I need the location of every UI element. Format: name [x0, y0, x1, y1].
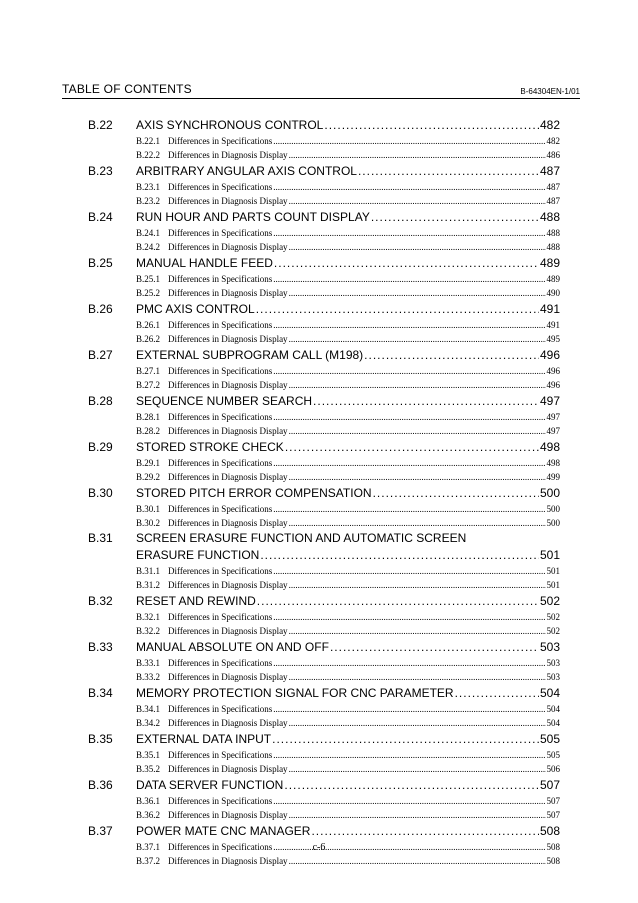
header-title: TABLE OF CONTENTS [62, 82, 192, 96]
subsection-row [136, 378, 560, 392]
section-title: EXTERNAL SUBPROGRAM CALL (M198) [136, 348, 364, 362]
toc-section-entry[interactable] [88, 592, 560, 610]
subsection-number: B.24.2 [136, 242, 161, 252]
subsection-row [136, 610, 560, 624]
subsection-number: B.37.2 [136, 856, 161, 866]
section-page-number: 489 [539, 256, 560, 270]
section-page-number: 502 [539, 594, 560, 608]
dot-leader [273, 318, 545, 332]
subsection-row [136, 564, 560, 578]
section-title: STORED PITCH ERROR COMPENSATION [136, 486, 372, 500]
subsection-page-number: 504 [546, 704, 560, 714]
subsection-row [136, 578, 560, 592]
subsection-page-number: 497 [546, 412, 560, 422]
section-title-row [136, 438, 560, 456]
subsection-number: B.27.2 [136, 380, 161, 390]
subsection-number: B.25.1 [136, 274, 161, 284]
subsection-page-number: 501 [546, 580, 560, 590]
subsection-number: B.34.1 [136, 704, 161, 714]
section-title-row [136, 162, 560, 180]
subsection-number: B.32.2 [136, 626, 161, 636]
subsection-title: Differences in Diagnosis Display [168, 626, 288, 636]
section-number: B.28 [88, 394, 113, 408]
subsection-title: Differences in Specifications [168, 182, 273, 192]
dot-leader [330, 638, 539, 656]
subsection-page-number: 489 [546, 274, 560, 284]
section-title: PMC AXIS CONTROL [136, 302, 255, 316]
subsection-title: Differences in Specifications [168, 320, 273, 330]
section-title: MEMORY PROTECTION SIGNAL FOR CNC PARAMETER [136, 686, 454, 700]
section-title-row [136, 546, 560, 564]
subsection-page-number: 500 [546, 518, 560, 528]
subsection-page-number: 504 [546, 718, 560, 728]
section-title: DATA SERVER FUNCTION [136, 778, 284, 792]
section-page-number: 496 [539, 348, 560, 362]
subsection-page-number: 502 [546, 612, 560, 622]
subsection-number: B.26.1 [136, 320, 161, 330]
dot-leader [273, 656, 545, 670]
subsection-row [136, 134, 560, 148]
subsection-number: B.33.1 [136, 658, 161, 668]
toc-subsection-entry[interactable] [88, 794, 560, 808]
section-title-row [136, 392, 560, 410]
subsection-title: Differences in Specifications [168, 842, 273, 852]
subsection-page-number: 508 [546, 842, 560, 852]
table-of-contents [88, 116, 560, 868]
toc-subsection-entry[interactable] [88, 578, 560, 592]
toc-section-entry[interactable] [88, 254, 560, 272]
subsection-title: Differences in Specifications [168, 566, 273, 576]
subsection-title: Differences in Specifications [168, 458, 273, 468]
subsection-row [136, 180, 560, 194]
subsection-number: B.24.1 [136, 228, 161, 238]
subsection-number: B.22.2 [136, 150, 161, 160]
dot-leader [289, 470, 546, 484]
dot-leader [289, 378, 546, 392]
subsection-row [136, 702, 560, 716]
subsection-page-number: 486 [546, 150, 560, 160]
section-page-number: 504 [539, 686, 560, 700]
section-title: RUN HOUR AND PARTS COUNT DISPLAY [136, 210, 370, 224]
dot-leader [273, 272, 545, 286]
subsection-row [136, 194, 560, 208]
subsection-row [136, 286, 560, 300]
subsection-title: Differences in Diagnosis Display [168, 426, 288, 436]
subsection-title: Differences in Specifications [168, 412, 273, 422]
toc-subsection-entry[interactable] [88, 286, 560, 300]
dot-leader [273, 456, 545, 470]
section-title-row [136, 300, 560, 318]
toc-subsection-entry[interactable] [88, 702, 560, 716]
dot-leader [273, 410, 545, 424]
section-number: B.24 [88, 210, 113, 224]
section-page-number: 491 [539, 302, 560, 316]
section-number: B.30 [88, 486, 113, 500]
toc-subsection-entry[interactable] [88, 470, 560, 484]
toc-section-entry-continued[interactable] [88, 546, 560, 564]
subsection-page-number: 498 [546, 458, 560, 468]
section-number: B.26 [88, 302, 113, 316]
subsection-row [136, 272, 560, 286]
toc-subsection-entry[interactable] [88, 272, 560, 286]
toc-section-entry[interactable] [88, 776, 560, 794]
toc-section-entry[interactable] [88, 346, 560, 364]
subsection-title: Differences in Diagnosis Display [168, 764, 288, 774]
subsection-page-number: 496 [546, 380, 560, 390]
dot-leader [358, 162, 539, 180]
subsection-title: Differences in Diagnosis Display [168, 334, 288, 344]
section-page-number: 503 [539, 640, 560, 654]
subsection-row [136, 148, 560, 162]
section-number: B.33 [88, 640, 113, 654]
section-page-number: 505 [539, 732, 560, 746]
subsection-title: Differences in Diagnosis Display [168, 196, 288, 206]
subsection-row [136, 808, 560, 822]
subsection-row [136, 502, 560, 516]
subsection-page-number: 499 [546, 472, 560, 482]
section-page-number: 482 [539, 118, 560, 132]
section-title: AXIS SYNCHRONOUS CONTROL [136, 118, 324, 132]
subsection-page-number: 501 [546, 566, 560, 576]
toc-subsection-entry[interactable] [88, 180, 560, 194]
dot-leader [289, 762, 546, 776]
dot-leader [289, 240, 546, 254]
section-page-number: 488 [539, 210, 560, 224]
subsection-row [136, 656, 560, 670]
toc-section-entry[interactable] [88, 392, 560, 410]
toc-subsection-entry[interactable] [88, 134, 560, 148]
toc-subsection-entry[interactable] [88, 762, 560, 776]
dot-leader [272, 730, 539, 748]
dot-leader [289, 670, 546, 684]
section-page-number: 508 [539, 824, 560, 838]
toc-subsection-entry[interactable] [88, 502, 560, 516]
toc-section-entry[interactable] [88, 116, 560, 134]
subsection-row [136, 762, 560, 776]
page-header [62, 80, 580, 99]
subsection-title: Differences in Specifications [168, 136, 273, 146]
section-page-number: 507 [539, 778, 560, 792]
dot-leader [289, 286, 546, 300]
subsection-number: B.36.1 [136, 796, 161, 806]
subsection-page-number: 487 [546, 182, 560, 192]
section-number: B.35 [88, 732, 113, 746]
dot-leader [260, 546, 539, 564]
section-page-number: 500 [539, 486, 560, 500]
subsection-page-number: 502 [546, 626, 560, 636]
toc-subsection-entry[interactable] [88, 148, 560, 162]
section-title: STORED STROKE CHECK [136, 440, 284, 454]
subsection-title: Differences in Specifications [168, 612, 273, 622]
subsection-row [136, 794, 560, 808]
subsection-title: Differences in Specifications [168, 796, 273, 806]
section-number: B.36 [88, 778, 113, 792]
toc-subsection-entry[interactable] [88, 378, 560, 392]
dot-leader [256, 300, 539, 318]
subsection-number: B.30.2 [136, 518, 161, 528]
subsection-row [136, 226, 560, 240]
toc-subsection-entry[interactable] [88, 516, 560, 530]
subsection-number: B.28.2 [136, 426, 161, 436]
section-title-row [136, 638, 560, 656]
section-title: EXTERNAL DATA INPUT [136, 732, 272, 746]
section-page-number: 497 [539, 394, 560, 408]
section-title-row [136, 116, 560, 134]
section-title-row [136, 484, 560, 502]
subsection-page-number: 487 [546, 196, 560, 206]
subsection-number: B.36.2 [136, 810, 161, 820]
section-title: POWER MATE CNC MANAGER [136, 824, 311, 838]
subsection-row [136, 854, 560, 868]
dot-leader [313, 392, 539, 410]
subsection-page-number: 506 [546, 764, 560, 774]
subsection-title: Differences in Specifications [168, 704, 273, 714]
section-title-row [136, 822, 560, 840]
dot-leader [289, 808, 546, 822]
subsection-row [136, 624, 560, 638]
dot-leader [364, 346, 539, 364]
subsection-number: B.28.1 [136, 412, 161, 422]
subsection-number: B.32.1 [136, 612, 161, 622]
section-title: SCREEN ERASURE FUNCTION AND AUTOMATIC SCREEN [136, 531, 467, 545]
section-title-row [136, 684, 560, 702]
section-title-continued: ERASURE FUNCTION [136, 548, 260, 562]
toc-section-entry[interactable] [88, 638, 560, 656]
toc-subsection-entry[interactable] [88, 318, 560, 332]
section-page-number: 501 [539, 548, 560, 562]
dot-leader [285, 438, 539, 456]
subsection-row [136, 410, 560, 424]
dot-leader [273, 502, 545, 516]
section-number: B.22 [88, 118, 113, 132]
subsection-number: B.33.2 [136, 672, 161, 682]
section-title: SEQUENCE NUMBER SEARCH [136, 394, 313, 408]
subsection-row [136, 716, 560, 730]
subsection-number: B.34.2 [136, 718, 161, 728]
dot-leader [273, 134, 545, 148]
subsection-title: Differences in Diagnosis Display [168, 472, 288, 482]
subsection-row [136, 318, 560, 332]
subsection-title: Differences in Specifications [168, 658, 273, 668]
section-title: MANUAL ABSOLUTE ON AND OFF [136, 640, 329, 654]
toc-subsection-entry[interactable] [88, 610, 560, 624]
section-page-number: 487 [539, 164, 560, 178]
dot-leader [289, 516, 546, 530]
subsection-number: B.31.1 [136, 566, 161, 576]
toc-subsection-entry[interactable] [88, 564, 560, 578]
subsection-page-number: 490 [546, 288, 560, 298]
subsection-title: Differences in Specifications [168, 228, 273, 238]
subsection-number: B.37.1 [136, 842, 161, 852]
dot-leader [289, 424, 546, 438]
subsection-page-number: 500 [546, 504, 560, 514]
subsection-title: Differences in Diagnosis Display [168, 150, 288, 160]
dot-leader [284, 776, 539, 794]
toc-section-entry[interactable] [88, 822, 560, 840]
dot-leader [273, 794, 545, 808]
subsection-title: Differences in Diagnosis Display [168, 242, 288, 252]
toc-section-entry[interactable] [88, 300, 560, 318]
subsection-page-number: 491 [546, 320, 560, 330]
dot-leader [257, 592, 539, 610]
toc-subsection-entry[interactable] [88, 624, 560, 638]
toc-subsection-entry[interactable] [88, 670, 560, 684]
subsection-page-number: 507 [546, 796, 560, 806]
subsection-page-number: 496 [546, 366, 560, 376]
dot-leader [273, 226, 545, 240]
section-number: B.32 [88, 594, 113, 608]
subsection-number: B.30.1 [136, 504, 161, 514]
subsection-page-number: 505 [546, 750, 560, 760]
toc-subsection-entry[interactable] [88, 748, 560, 762]
dot-leader [324, 116, 539, 134]
subsection-row [136, 332, 560, 346]
toc-subsection-entry[interactable] [88, 410, 560, 424]
subsection-title: Differences in Diagnosis Display [168, 856, 288, 866]
toc-subsection-entry[interactable] [88, 808, 560, 822]
subsection-page-number: 507 [546, 810, 560, 820]
subsection-number: B.35.1 [136, 750, 161, 760]
toc-section-entry[interactable] [88, 530, 560, 546]
toc-subsection-entry[interactable] [88, 854, 560, 868]
section-number: B.29 [88, 440, 113, 454]
toc-section-entry[interactable] [88, 208, 560, 226]
subsection-title: Differences in Specifications [168, 366, 273, 376]
toc-subsection-entry[interactable] [88, 226, 560, 240]
section-title: MANUAL HANDLE FEED [136, 256, 273, 270]
dot-leader [273, 364, 545, 378]
section-number: B.23 [88, 164, 113, 178]
subsection-row [136, 670, 560, 684]
subsection-row [136, 748, 560, 762]
section-number: B.34 [88, 686, 113, 700]
dot-leader [311, 822, 539, 840]
dot-leader [455, 684, 539, 702]
toc-subsection-entry[interactable] [88, 364, 560, 378]
dot-leader [373, 484, 539, 502]
subsection-page-number: 488 [546, 242, 560, 252]
toc-section-entry[interactable] [88, 730, 560, 748]
dot-leader [274, 254, 539, 272]
toc-subsection-entry[interactable] [88, 456, 560, 470]
toc-section-entry[interactable] [88, 162, 560, 180]
subsection-number: B.35.2 [136, 764, 161, 774]
subsection-row [136, 456, 560, 470]
toc-section-entry[interactable] [88, 484, 560, 502]
toc-section-entry[interactable] [88, 684, 560, 702]
section-title-row [136, 208, 560, 226]
section-number: B.25 [88, 256, 113, 270]
dot-leader [273, 610, 545, 624]
subsection-number: B.31.2 [136, 580, 161, 590]
page-number: c-6 [312, 842, 326, 853]
subsection-number: B.29.2 [136, 472, 161, 482]
toc-subsection-entry[interactable] [88, 656, 560, 670]
dot-leader [273, 702, 545, 716]
subsection-page-number: 503 [546, 672, 560, 682]
subsection-title: Differences in Specifications [168, 504, 273, 514]
subsection-title: Differences in Diagnosis Display [168, 580, 288, 590]
subsection-title: Differences in Diagnosis Display [168, 288, 288, 298]
subsection-title: Differences in Diagnosis Display [168, 718, 288, 728]
subsection-title: Differences in Specifications [168, 274, 273, 284]
section-title-row [136, 592, 560, 610]
subsection-number: B.26.2 [136, 334, 161, 344]
toc-subsection-entry[interactable] [88, 424, 560, 438]
subsection-row [136, 424, 560, 438]
section-title: ARBITRARY ANGULAR AXIS CONTROL [136, 164, 357, 178]
dot-leader [289, 148, 546, 162]
subsection-number: B.23.1 [136, 182, 161, 192]
document-number: B-64304EN-1/01 [520, 87, 580, 96]
toc-subsection-entry[interactable] [88, 332, 560, 346]
toc-subsection-entry[interactable] [88, 240, 560, 254]
subsection-page-number: 503 [546, 658, 560, 668]
dot-leader [289, 624, 546, 638]
dot-leader [289, 578, 546, 592]
subsection-number: B.22.1 [136, 136, 161, 146]
section-number: B.37 [88, 824, 113, 838]
subsection-title: Differences in Diagnosis Display [168, 518, 288, 528]
subsection-page-number: 495 [546, 334, 560, 344]
section-number: B.27 [88, 348, 113, 362]
dot-leader [371, 208, 539, 226]
section-title-row [136, 776, 560, 794]
subsection-page-number: 508 [546, 856, 560, 866]
subsection-number: B.29.1 [136, 458, 161, 468]
subsection-title: Differences in Diagnosis Display [168, 672, 288, 682]
toc-subsection-entry[interactable] [88, 716, 560, 730]
dot-leader [289, 194, 546, 208]
dot-leader [273, 180, 545, 194]
section-title-row [136, 346, 560, 364]
subsection-number: B.23.2 [136, 196, 161, 206]
section-title-row [136, 254, 560, 272]
dot-leader [273, 748, 545, 762]
subsection-title: Differences in Diagnosis Display [168, 380, 288, 390]
subsection-row [136, 240, 560, 254]
subsection-number: B.27.1 [136, 366, 161, 376]
section-title-row [136, 730, 560, 748]
subsection-page-number: 497 [546, 426, 560, 436]
subsection-title: Differences in Specifications [168, 750, 273, 760]
section-page-number: 498 [539, 440, 560, 454]
section-number: B.31 [88, 531, 113, 545]
subsection-row [136, 516, 560, 530]
toc-subsection-entry[interactable] [88, 194, 560, 208]
subsection-title: Differences in Diagnosis Display [168, 810, 288, 820]
dot-leader [289, 716, 546, 730]
subsection-row [136, 470, 560, 484]
dot-leader [289, 332, 546, 346]
dot-leader [273, 564, 545, 578]
subsection-number: B.25.2 [136, 288, 161, 298]
section-title-row [136, 530, 560, 546]
subsection-page-number: 488 [546, 228, 560, 238]
toc-section-entry[interactable] [88, 438, 560, 456]
subsection-row [136, 364, 560, 378]
subsection-page-number: 482 [546, 136, 560, 146]
section-title: RESET AND REWIND [136, 594, 256, 608]
dot-leader [289, 854, 546, 868]
